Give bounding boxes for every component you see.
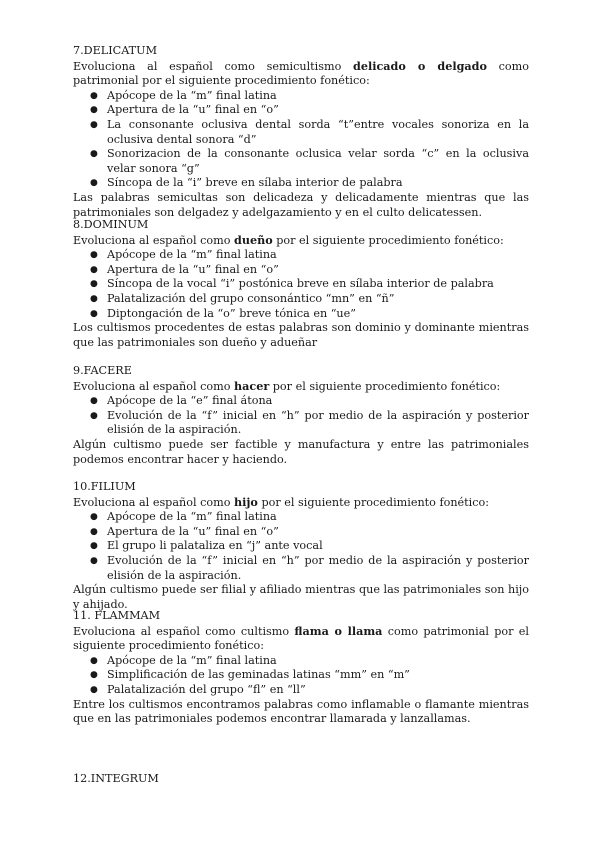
- list-item-text: Apertura de la “u” final en “o”: [107, 262, 279, 276]
- bullet-icon: ●: [90, 396, 98, 407]
- bullet-icon: ●: [90, 684, 98, 695]
- list-item-text: Simplificación de las geminadas latinas “mm” en “m”: [107, 668, 410, 682]
- list-item: [73, 89, 529, 104]
- bullet-icon: ●: [90, 541, 98, 552]
- list-item: [73, 539, 529, 554]
- list-item-text: Evolución de la “f” inicial en “h” por medio de la aspiración y posterior elisión de la aspiración.: [107, 553, 529, 582]
- section-delicatum: [73, 44, 529, 220]
- list-item-text: El grupo li palataliza en “j” ante vocal: [107, 539, 323, 553]
- intro-bold-word: dueño: [234, 232, 273, 247]
- list-item-text: Evolución de la “f” inicial en “h” por medio de la aspiración y posterior elisión de la aspiración.: [107, 408, 529, 437]
- section-heading: 12.INTEGRUM: [73, 772, 159, 785]
- intro-text: Evoluciona al español como: [73, 233, 234, 247]
- list-item: [73, 176, 529, 191]
- intro-text: por el siguiente procedimiento fonético:: [269, 379, 501, 393]
- list-item-text: Sonorizacion de la consonante oclusica velar sorda “c” en la oclusiva velar sonora “g”: [107, 147, 529, 175]
- list-item-text: La consonante oclusiva dental sorda “t”entre vocales sonoriza en la oclusiva dental sonora “d”: [107, 117, 529, 146]
- process-list: [73, 248, 529, 321]
- intro-bold-word: delicado o delgado: [353, 58, 487, 73]
- section-intro: [73, 624, 529, 654]
- process-list: [73, 394, 529, 438]
- list-item: [73, 654, 529, 669]
- bullet-icon: ●: [90, 264, 98, 275]
- intro-text: Evoluciona al español como cultismo: [73, 624, 295, 638]
- list-item: [73, 103, 529, 118]
- section-closing: Algún cultismo puede ser factible y manufactura y entre las patrimoniales podemos encontrar hacer y haciendo.: [73, 437, 529, 466]
- bullet-icon: ●: [90, 178, 98, 189]
- list-item-text: Diptongación de la “o” breve tónica en “ue”: [107, 306, 356, 320]
- list-item-text: Palatalización del grupo consonántico “mn” en “ñ”: [107, 291, 395, 305]
- section-closing: Algún cultismo puede ser filial y afiliado mientras que las patrimoniales son hijo y ahijado.: [73, 583, 529, 611]
- intro-text: Evoluciona al español como: [73, 495, 234, 509]
- intro-bold-word: flama o llama: [294, 623, 383, 638]
- list-item: [73, 394, 529, 409]
- list-item: [73, 668, 529, 683]
- section-intro: [73, 233, 529, 249]
- process-list: [73, 510, 529, 583]
- intro-bold-word: hijo: [234, 494, 258, 509]
- list-item-text: Síncopa de la “i” breve en sílaba interior de palabra: [107, 176, 403, 190]
- intro-text: por el siguiente procedimiento fonético:: [272, 233, 504, 247]
- section-heading: 9.FACERE: [73, 364, 132, 377]
- process-list: [73, 654, 529, 698]
- list-item-text: Apócope de la “m” final latina: [107, 248, 277, 262]
- bullet-icon: ●: [90, 670, 98, 681]
- list-item-text: Apertura de la “u” final en “o”: [107, 524, 279, 538]
- section-heading: 10.FILIUM: [73, 480, 136, 493]
- list-item: [73, 147, 529, 176]
- section-closing: Entre los cultismos encontramos palabras como inflamable o flamante mientras que en las patrimoniales podemos encontrar llamarada y lanzallamas.: [73, 697, 529, 726]
- section-heading: 8.DOMINUM: [73, 218, 149, 231]
- list-item: [73, 409, 529, 438]
- section-intro: [73, 379, 529, 395]
- list-item-text: Palatalización del grupo “fl” en “ll”: [107, 682, 306, 696]
- bullet-icon: ●: [90, 250, 98, 261]
- bullet-icon: ●: [90, 410, 98, 421]
- bullet-icon: ●: [90, 308, 98, 319]
- section-intro: [73, 495, 529, 511]
- section-closing: Las palabras semicultas son delicadeza y delicadamente mientras que las patrimoniales son delgadez y adelgazamiento y en el culto delicatessen.: [73, 190, 529, 219]
- list-item: [73, 554, 529, 583]
- bullet-icon: ●: [90, 119, 98, 130]
- section-intro: [73, 59, 529, 89]
- intro-bold-word: hacer: [234, 378, 270, 393]
- bullet-icon: ●: [90, 90, 98, 101]
- section-heading: 7.DELICATUM: [73, 44, 158, 57]
- list-item: [73, 307, 529, 322]
- section-flammam: [73, 609, 529, 727]
- section-heading: 11. FLAMMAM: [73, 609, 161, 622]
- list-item: [73, 248, 529, 263]
- list-item-text: Apócope de la “m” final latina: [107, 510, 277, 524]
- bullet-icon: ●: [90, 279, 98, 290]
- process-list: [73, 89, 529, 191]
- list-item: [73, 683, 529, 698]
- list-item: [73, 525, 529, 540]
- section-dominum: [73, 218, 529, 350]
- section-integrum: [73, 772, 529, 787]
- bullet-icon: ●: [90, 149, 98, 160]
- list-item: [73, 510, 529, 525]
- bullet-icon: ●: [90, 555, 98, 566]
- bullet-icon: ●: [90, 105, 98, 116]
- list-item-text: Apócope de la “m” final latina: [107, 88, 277, 102]
- section-closing: Los cultismos procedentes de estas palabras son dominio y dominante mientras que las patrimoniales son dueño y adueñar: [73, 321, 529, 349]
- bullet-icon: ●: [90, 293, 98, 304]
- list-item: [73, 277, 529, 292]
- bullet-icon: ●: [90, 655, 98, 666]
- list-item: [73, 292, 529, 307]
- list-item-text: Apócope de la “e” final átona: [107, 394, 273, 408]
- intro-text: Evoluciona al español como: [73, 379, 234, 393]
- list-item-text: Apócope de la “m” final latina: [107, 653, 277, 667]
- list-item: [73, 118, 529, 147]
- bullet-icon: ●: [90, 526, 98, 537]
- section-facere: [73, 364, 529, 467]
- list-item-text: Apertura de la “u” final en “o”: [107, 103, 279, 117]
- section-filium: [73, 480, 529, 612]
- intro-text: como patrimonial por el siguiente procedimiento fonético:: [73, 59, 529, 88]
- list-item-text: Síncopa de la vocal “i” postónica breve en sílaba interior de palabra: [107, 277, 494, 291]
- intro-text: como patrimonial por el siguiente procedimiento fonético:: [73, 624, 529, 653]
- intro-text: por el siguiente procedimiento fonético:: [257, 495, 489, 509]
- list-item: [73, 263, 529, 278]
- intro-text: Evoluciona al español como semicultismo: [73, 59, 354, 73]
- bullet-icon: ●: [90, 512, 98, 523]
